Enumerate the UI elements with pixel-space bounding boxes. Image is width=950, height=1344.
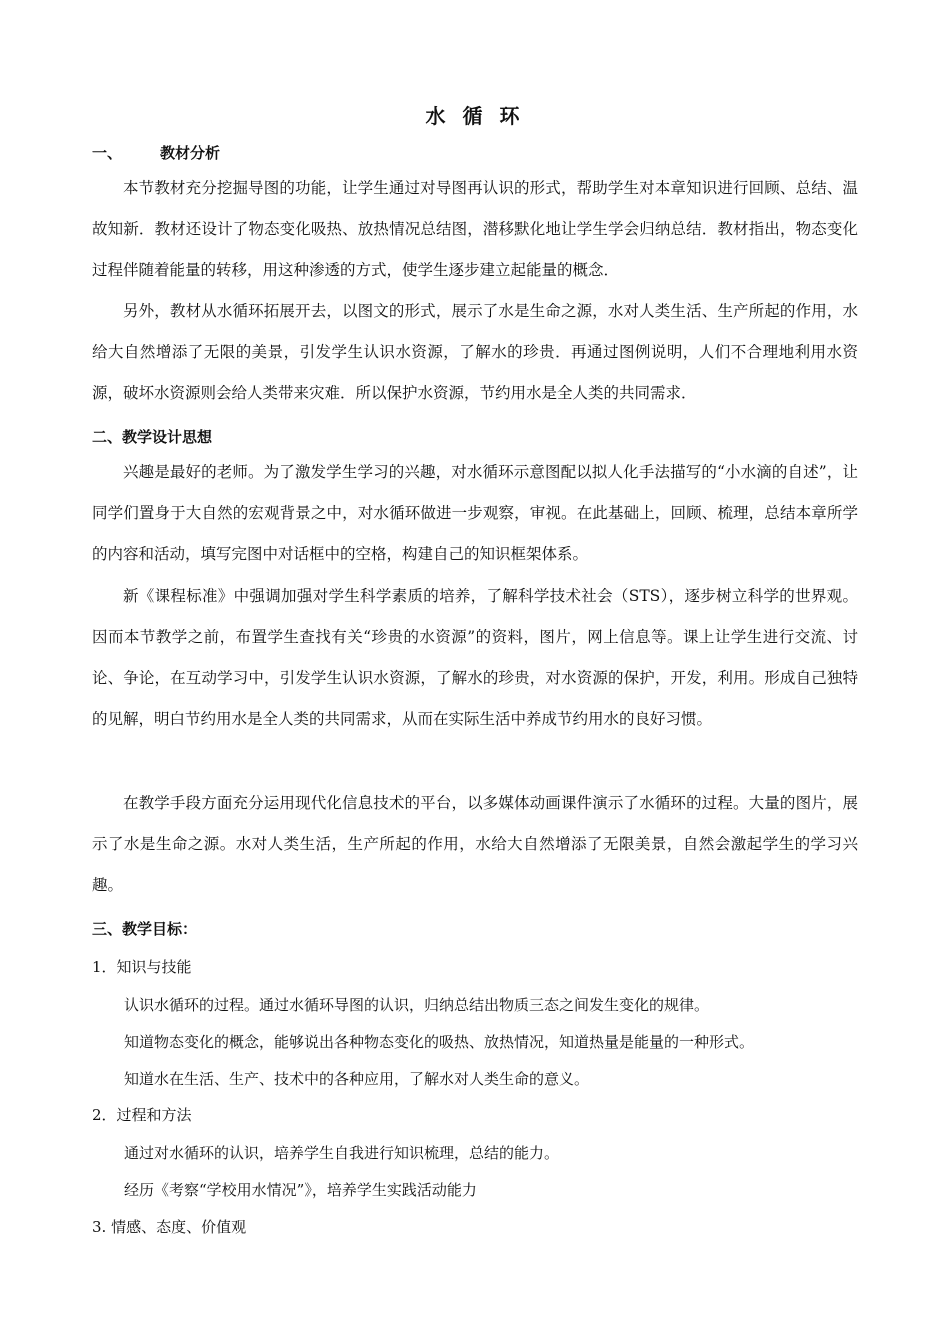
objective-process-heading: 2．过程和方法 xyxy=(92,1106,192,1124)
objective-knowledge-heading: 1．知识与技能 xyxy=(92,958,192,976)
section-1-label: 教材分析 xyxy=(160,144,221,162)
objective-knowledge-line-1: 认识水循环的过程。通过水循环导图的认识，归纳总结出物质三态之间发生变化的规律。 xyxy=(124,996,710,1014)
section-1-paragraph-1: 本节教材充分挖掘导图的功能，让学生通过对导图再认识的形式，帮助学生对本章知识进行回顾、总结、温故知新．教材还设计了物态变化吸热、放热情况总结图，潜移默化地让学生学会归纳总结．教材指出，物态变化过程伴随着能量的转移，用这种渗透的方式，使学生逐步建立起能量的概念． xyxy=(92,179,858,279)
section-2-paragraph-2: 新《课程标准》中强调加强对学生科学素质的培养，了解科学技术社会（STS），逐步树立科学的世界观。因而本节教学之前，布置学生查找有关“珍贵的水资源”的资料，图片，网上信息等。课上让学生进行交流、讨论、争论，在互动学习中，引发学生认识水资源，了解水的珍贵，对水资源的保护，开发，利用。形成自己独特的见解，明白节约用水是全人类的共同需求，从而在实际生活中养成节约用水的良好习惯。 xyxy=(92,587,858,728)
section-2-paragraph-1: 兴趣是最好的老师。为了激发学生学习的兴趣，对水循环示意图配以拟人化手法描写的“小水滴的自述”，让同学们置身于大自然的宏观背景之中，对水循环做进一步观察，审视。在此基础上，回顾、梳理，总结本章所学的内容和活动，填写完图中对话框中的空格，构建自己的知识框架体系。 xyxy=(92,463,858,563)
section-1-heading xyxy=(92,142,220,163)
page-title: 水 循 环 xyxy=(425,104,525,128)
section-3-heading: 三、教学目标： xyxy=(92,920,198,938)
objective-knowledge-line-2: 知道物态变化的概念，能够说出各种物态变化的吸热、放热情况，知道热量是能量的一种形式。 xyxy=(124,1033,755,1051)
objective-attitude-heading: 3. 情感、态度、价值观 xyxy=(92,1218,247,1236)
section-1-number: 一、 xyxy=(92,144,123,162)
objective-process-line-2: 经历《考察“学校用水情况”》，培养学生实践活动能力 xyxy=(124,1181,477,1199)
section-2-paragraph-3: 在教学手段方面充分运用现代化信息技术的平台，以多媒体动画课件演示了水循环的过程。大量的图片，展示了水是生命之源。水对人类生活，生产所起的作用，水给大自然增添了无限美景，自然会激起学生的学习兴趣。 xyxy=(92,794,858,894)
objective-knowledge-line-3: 知道水在生活、生产、技术中的各种应用，了解水对人类生命的意义。 xyxy=(124,1070,590,1088)
objective-process-line-1: 通过对水循环的认识，培养学生自我进行知识梳理，总结的能力。 xyxy=(124,1144,560,1162)
section-2-heading: 二、教学设计思想 xyxy=(92,428,213,446)
section-1-paragraph-2: 另外，教材从水循环拓展开去，以图文的形式，展示了水是生命之源，水对人类生活、生产所起的作用，水给大自然增添了无限的美景，引发学生认识水资源，了解水的珍贵．再通过图例说明，人们不合理地利用水资源，破坏水资源则会给人类带来灾难．所以保护水资源，节约用水是全人类的共同需求． xyxy=(92,302,858,402)
